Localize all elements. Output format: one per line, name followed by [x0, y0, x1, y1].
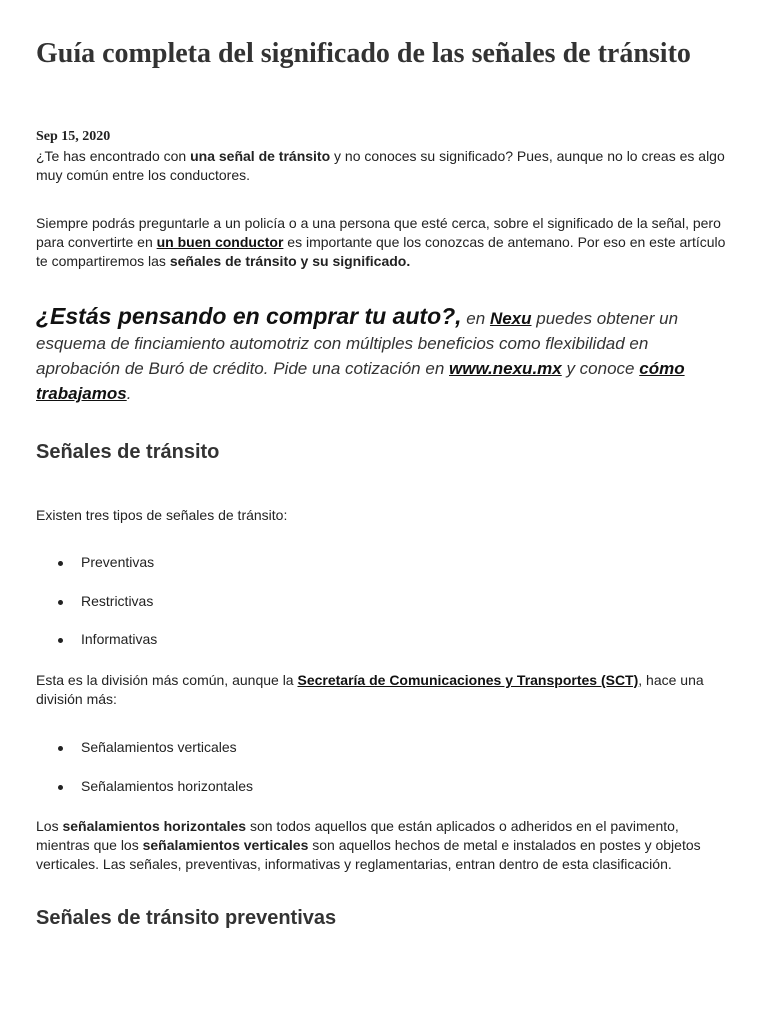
explain-paragraph: Los señalamientos horizontales son todos aquellos que están aplicados o adheridos en el pavimento, mientras que los señalamientos verticales son aquellos hechos de metal e instalados en postes y objetos verticales. Las señales, preventivas, informativas y reglamentarias, entran dentro de esta clasificación.	[36, 818, 701, 872]
section-heading-preventive: Señales de tránsito preventivas	[36, 907, 337, 929]
section-heading-signals: Señales de tránsito	[36, 441, 220, 463]
promo-headline: ¿Estás pensando en comprar tu auto?,	[36, 303, 462, 329]
article-date: Sep 15, 2020	[36, 129, 111, 144]
types-list	[36, 553, 736, 649]
types-intro: Existen tres tipos de señales de tránsito:	[36, 507, 288, 523]
list-item: Señalamientos verticales	[36, 738, 736, 757]
article-title: Guía completa del significado de las señales de tránsito	[36, 38, 691, 69]
list-item: Señalamientos horizontales	[36, 777, 736, 796]
division-paragraph: Esta es la división más común, aunque la Secretaría de Comunicaciones y Transportes (SCT), hace una división más:	[36, 672, 704, 707]
sct-link[interactable]: Secretaría de Comunicaciones y Transportes (SCT)	[297, 672, 639, 688]
list-item: Informativas	[36, 630, 736, 649]
second-paragraph: Siempre podrás preguntarle a un policía o a una persona que esté cerca, sobre el significado de la señal, pero para convertirte en un buen conductor es importante que los conozcas de antemano. Por eso en este artículo te compartiremos las señales de tránsito y su significado.	[36, 215, 726, 269]
list-item: Preventivas	[36, 553, 736, 572]
nexu-link[interactable]: Nexu	[489, 309, 532, 328]
intro-paragraph: ¿Te has encontrado con una señal de tránsito y no conoces su significado? Pues, aunque no lo creas es algo muy común entre los conductores.	[36, 148, 725, 183]
good-driver-link[interactable]: un buen conductor	[156, 234, 284, 250]
nexu-site-link[interactable]: www.nexu.mx	[449, 359, 562, 378]
promo-paragraph: ¿Estás pensando en comprar tu auto?, en Nexu puedes obtener un esquema de finciamiento automotriz con múltiples beneficios como flexibilidad en aprobación de Buró de crédito. Pide una cotización en www.nexu.mx y conoce cómo trabajamos.	[36, 303, 685, 403]
signals-list	[36, 738, 736, 796]
list-item: Restrictivas	[36, 592, 736, 611]
how-we-work-link[interactable]: cómo trabajamos	[36, 359, 685, 403]
